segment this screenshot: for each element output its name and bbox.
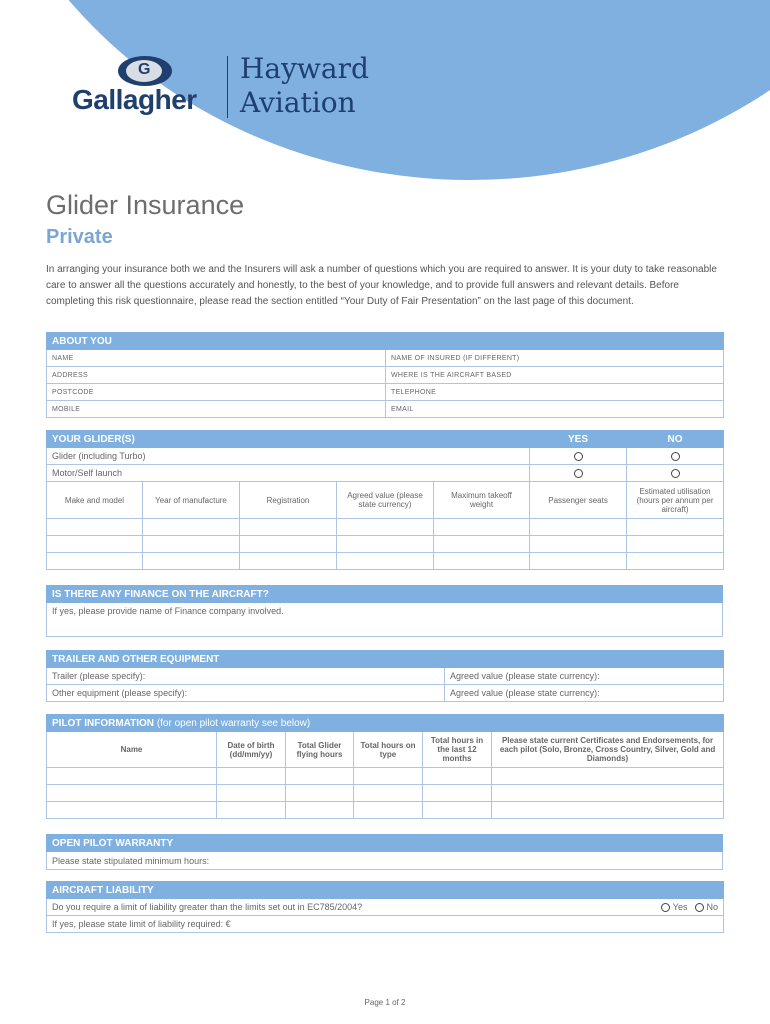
section-heading: IS THERE ANY FINANCE ON THE AIRCRAFT? [47,586,723,603]
section-heading: ABOUT YOU [47,333,724,350]
liability-limit-field[interactable]: If yes, please state limit of liability required: € [47,916,724,933]
column-header: Registration [240,482,337,519]
section-heading: AIRCRAFT LIABILITY [47,882,724,899]
table-cell[interactable] [240,519,337,536]
table-cell[interactable] [47,553,143,570]
table-cell[interactable] [217,768,286,785]
section-heading: OPEN PILOT WARRANTY [47,835,723,852]
column-header: Year of manufacture [143,482,240,519]
name-field[interactable]: NAME [47,350,386,367]
column-header: Total hours in the last 12 months [423,732,492,768]
section-heading: TRAILER AND OTHER EQUIPMENT [47,651,724,668]
no-column-heading: NO [627,431,724,448]
table-cell[interactable] [434,536,530,553]
about-you-section [46,332,724,418]
form-row [47,367,724,384]
form-row [47,916,724,933]
table-cell[interactable] [627,536,724,553]
column-header: Make and model [47,482,143,519]
table-cell[interactable] [627,553,724,570]
column-header: Date of birth (dd/mm/yy) [217,732,286,768]
table-cell[interactable] [492,785,724,802]
table-header-row [47,482,724,519]
column-header: Total Glider flying hours [286,732,354,768]
trailer-value-field[interactable]: Agreed value (please state currency): [445,668,724,685]
aircraft-base-field[interactable]: WHERE IS THE AIRCRAFT BASED [386,367,724,384]
table-cell[interactable] [423,768,492,785]
gallagher-emblem-icon: G [118,56,172,86]
table-cell[interactable] [354,802,423,819]
postcode-field[interactable]: POSTCODE [47,384,386,401]
table-row [47,785,724,802]
form-row [47,685,724,702]
other-equipment-field[interactable]: Other equipment (please specify): [47,685,445,702]
column-header: Passenger seats [530,482,627,519]
glider-type-row [47,448,724,465]
table-cell[interactable] [434,519,530,536]
table-cell[interactable] [47,802,217,819]
table-row [47,553,724,570]
address-field[interactable]: ADDRESS [47,367,386,384]
page-number: Page 1 of 2 [364,998,406,1007]
form-row [47,668,724,685]
table-cell[interactable] [337,519,434,536]
table-cell[interactable] [530,536,627,553]
table-cell[interactable] [492,802,724,819]
column-header: Agreed value (please state currency) [337,482,434,519]
liability-question: Do you require a limit of liability greater than the limits set out in EC785/2004? [47,899,637,916]
table-cell[interactable] [530,553,627,570]
other-equipment-value-field[interactable]: Agreed value (please state currency): [445,685,724,702]
telephone-field[interactable]: TELEPHONE [386,384,724,401]
email-field[interactable]: EMAIL [386,401,724,418]
table-cell[interactable] [286,785,354,802]
table-header-row [47,732,724,768]
table-cell[interactable] [286,802,354,819]
table-cell[interactable] [627,519,724,536]
table-row [47,519,724,536]
form-row [47,350,724,367]
table-row [47,768,724,785]
logo-divider [227,56,228,118]
motor-no-radio[interactable] [627,465,724,482]
gliders-section [46,430,724,570]
table-row [47,802,724,819]
table-cell[interactable] [530,519,627,536]
table-cell[interactable] [423,785,492,802]
liability-yes-radio[interactable]: Yes [661,902,687,912]
column-header: Please state current Certificates and Endorsements, for each pilot (Solo, Bronze, Cross Country, Silver, Gold and Diamonds) [492,732,724,768]
column-header: Total hours on type [354,732,423,768]
form-row [47,852,723,870]
finance-section [46,585,723,637]
glider-yes-radio[interactable] [530,448,627,465]
table-cell[interactable] [217,785,286,802]
table-cell[interactable] [47,768,217,785]
mobile-field[interactable]: MOBILE [47,401,386,418]
glider-no-radio[interactable] [627,448,724,465]
column-header: Estimated utilisation (hours per annum per aircraft) [627,482,724,519]
trailer-field[interactable]: Trailer (please specify): [47,668,445,685]
form-row [47,401,724,418]
table-cell[interactable] [423,802,492,819]
section-heading: YOUR GLIDER(S) [47,431,530,448]
open-pilot-warranty-section [46,834,723,870]
table-cell[interactable] [143,519,240,536]
table-cell[interactable] [354,768,423,785]
form-row [47,899,724,916]
glider-type-row [47,465,724,482]
logo-subbrand: Hayward Aviation [240,52,369,119]
form-row [47,603,723,637]
page-subtitle: Private [46,226,113,248]
table-cell[interactable] [240,536,337,553]
form-row [47,384,724,401]
column-header: Name [47,732,217,768]
section-heading: PILOT INFORMATION (for open pilot warranty see below) [47,715,724,732]
yes-column-heading: YES [530,431,627,448]
finance-company-field[interactable]: If yes, please provide name of Finance company involved. [47,603,723,637]
table-row [47,536,724,553]
table-cell[interactable] [354,785,423,802]
table-cell[interactable] [47,536,143,553]
pilot-section [46,714,724,819]
table-cell[interactable] [434,553,530,570]
insured-name-field[interactable]: NAME OF INSURED (IF DIFFERENT) [386,350,724,367]
intro-paragraph: In arranging your insurance both we and the Insurers will ask a number of questions which you are required to answer. It is your duty to take reasonable care to answer all the questions accurately and honestly, to the best of your knowledge, and to provide full answers and relevant details. Before completing this risk questionnaire, please read the section entitled “Your Duty of Fair Presentation” on the last page of this document. [46,264,717,307]
table-cell[interactable] [240,553,337,570]
motor-yes-radio[interactable] [530,465,627,482]
table-cell[interactable] [143,553,240,570]
trailer-section [46,650,724,702]
minimum-hours-field[interactable]: Please state stipulated minimum hours: [47,852,723,870]
table-cell[interactable] [143,536,240,553]
table-cell[interactable] [286,768,354,785]
table-cell[interactable] [47,519,143,536]
liability-no-radio[interactable]: No [695,902,718,912]
column-header: Maximum takeoff weight [434,482,530,519]
liability-options [637,899,724,916]
option-label: Motor/Self launch [47,465,530,482]
option-label: Glider (including Turbo) [47,448,530,465]
table-cell[interactable] [47,785,217,802]
table-cell[interactable] [337,553,434,570]
aircraft-liability-section [46,881,724,933]
brand-name: Gallagher [72,84,197,115]
table-cell[interactable] [337,536,434,553]
table-cell[interactable] [217,802,286,819]
table-cell[interactable] [492,768,724,785]
page-title: Glider Insurance [46,190,245,220]
